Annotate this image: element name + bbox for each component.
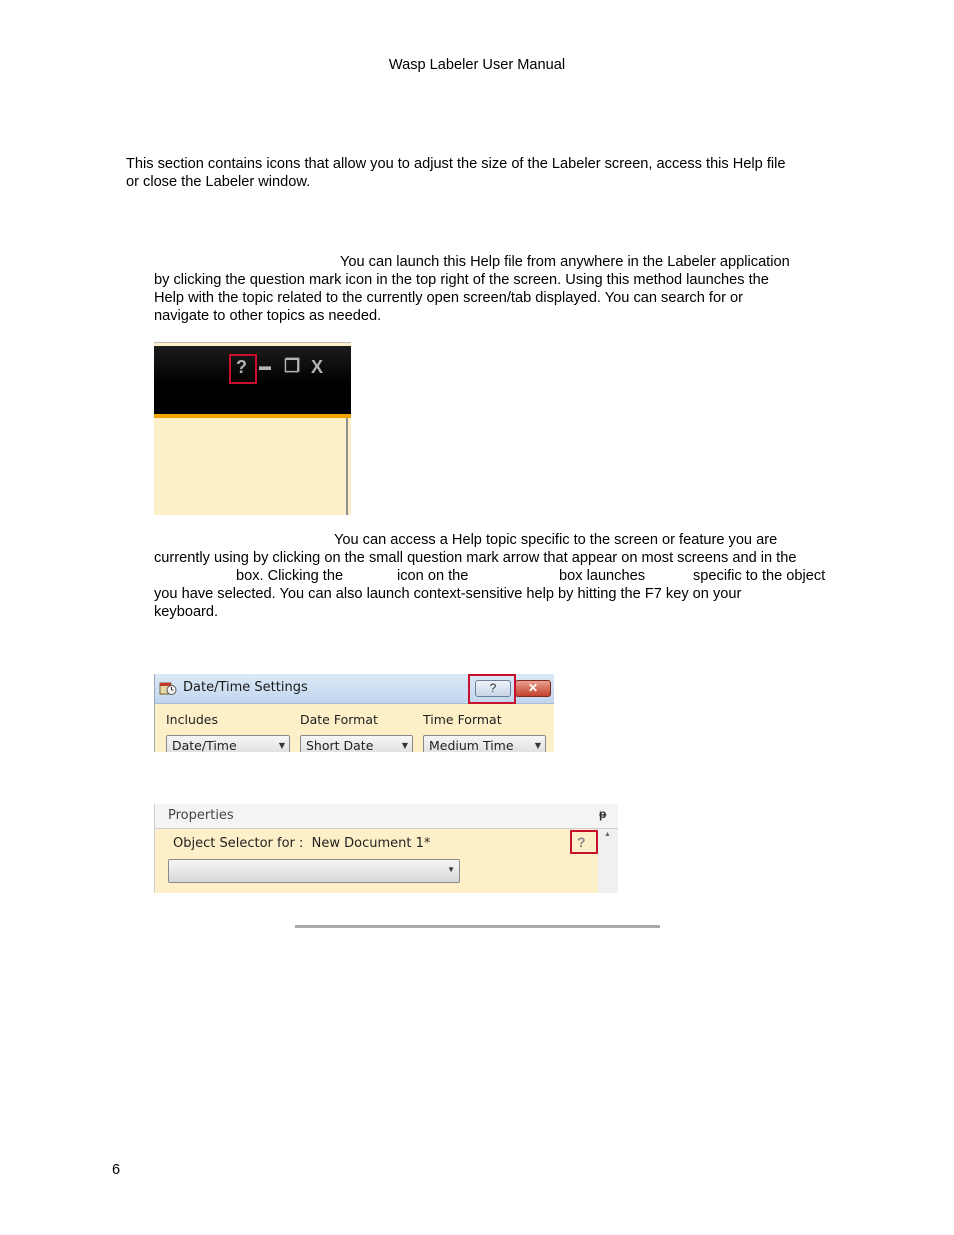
para2-line-5: keyboard.: [154, 604, 219, 620]
para2-line-3-b: icon on the: [397, 568, 469, 584]
chevron-down-icon: ▼: [401, 741, 408, 750]
para2-line-1: You can access a Help topic specific to the screen or feature you are: [334, 532, 778, 548]
help-question-icon[interactable]: ?: [236, 357, 247, 377]
horizontal-rule: [295, 925, 660, 928]
para2-line-4: you have selected. You can also launch context-sensitive help by hitting the F7 key on your: [154, 586, 742, 602]
pin-icon[interactable]: ᵽ: [599, 807, 607, 821]
intro-line-2: or close the Labeler window.: [126, 174, 311, 190]
para1-line-1: You can launch this Help file from anywhere in the Labeler application: [340, 254, 790, 270]
para2-line-3-d: specific to the object: [693, 568, 826, 584]
dialog-close-button[interactable]: ✕: [515, 680, 551, 697]
object-selector-label: [173, 836, 430, 851]
help-question-icon[interactable]: ?: [577, 834, 586, 850]
properties-panel-screenshot: [154, 804, 618, 893]
page-header-title: Wasp Labeler User Manual: [388, 57, 566, 73]
object-selector-label-text: Object Selector for :: [173, 836, 304, 851]
date-format-combo[interactable]: [300, 735, 413, 752]
date-format-label: Date Format: [300, 712, 378, 727]
para1-line-4: navigate to other topics as needed.: [154, 308, 382, 324]
includes-combo[interactable]: [166, 735, 290, 752]
titlebar-screenshot: [154, 342, 351, 515]
chevron-down-icon: ▼: [278, 741, 285, 750]
properties-title: Properties: [168, 808, 234, 823]
minimize-icon[interactable]: ▬: [259, 359, 271, 373]
orange-stripe: [154, 414, 351, 418]
panel-border: [346, 418, 348, 515]
calendar-clock-icon: [159, 680, 177, 696]
chevron-down-icon: ▼: [447, 865, 455, 874]
scrollbar[interactable]: [598, 829, 618, 893]
highlight-box: [229, 354, 257, 384]
para2-line-2: currently using by clicking on the small question mark arrow that appear on most screens and in the: [154, 550, 797, 566]
close-icon[interactable]: X: [311, 357, 324, 377]
para1-line-2: by clicking the question mark icon in the top right of the screen. Using this method launches the: [154, 272, 769, 288]
time-format-label: Time Format: [423, 712, 502, 727]
para2-line-3-a: box. Clicking the: [236, 568, 344, 584]
chevron-down-icon: ▼: [534, 741, 541, 750]
datetime-dialog-screenshot: [154, 674, 554, 752]
para1-line-3: Help with the topic related to the currently open screen/tab displayed. You can search for or: [154, 290, 743, 306]
intro-line-1: This section contains icons that allow you to adjust the size of the Labeler screen, access this Help file: [126, 156, 786, 172]
dialog-title: Date/Time Settings: [183, 680, 308, 695]
dialog-help-button[interactable]: ?: [475, 680, 511, 697]
restore-icon[interactable]: ❐: [284, 356, 301, 376]
scroll-up-icon[interactable]: ▲: [604, 831, 611, 838]
object-selector-value: New Document 1*: [311, 836, 431, 851]
highlight-box: [468, 674, 516, 704]
includes-label: Includes: [166, 712, 219, 727]
includes-combo-value: Date/Time: [172, 738, 237, 752]
date-format-combo-value: Short Date: [306, 738, 374, 752]
para2-line-3-c: box launches: [559, 568, 646, 584]
time-format-combo[interactable]: [423, 735, 546, 752]
page-number: 6: [112, 1162, 121, 1178]
object-selector-combo[interactable]: [168, 859, 460, 883]
time-format-combo-value: Medium Time: [429, 738, 514, 752]
highlight-box: [570, 830, 598, 854]
